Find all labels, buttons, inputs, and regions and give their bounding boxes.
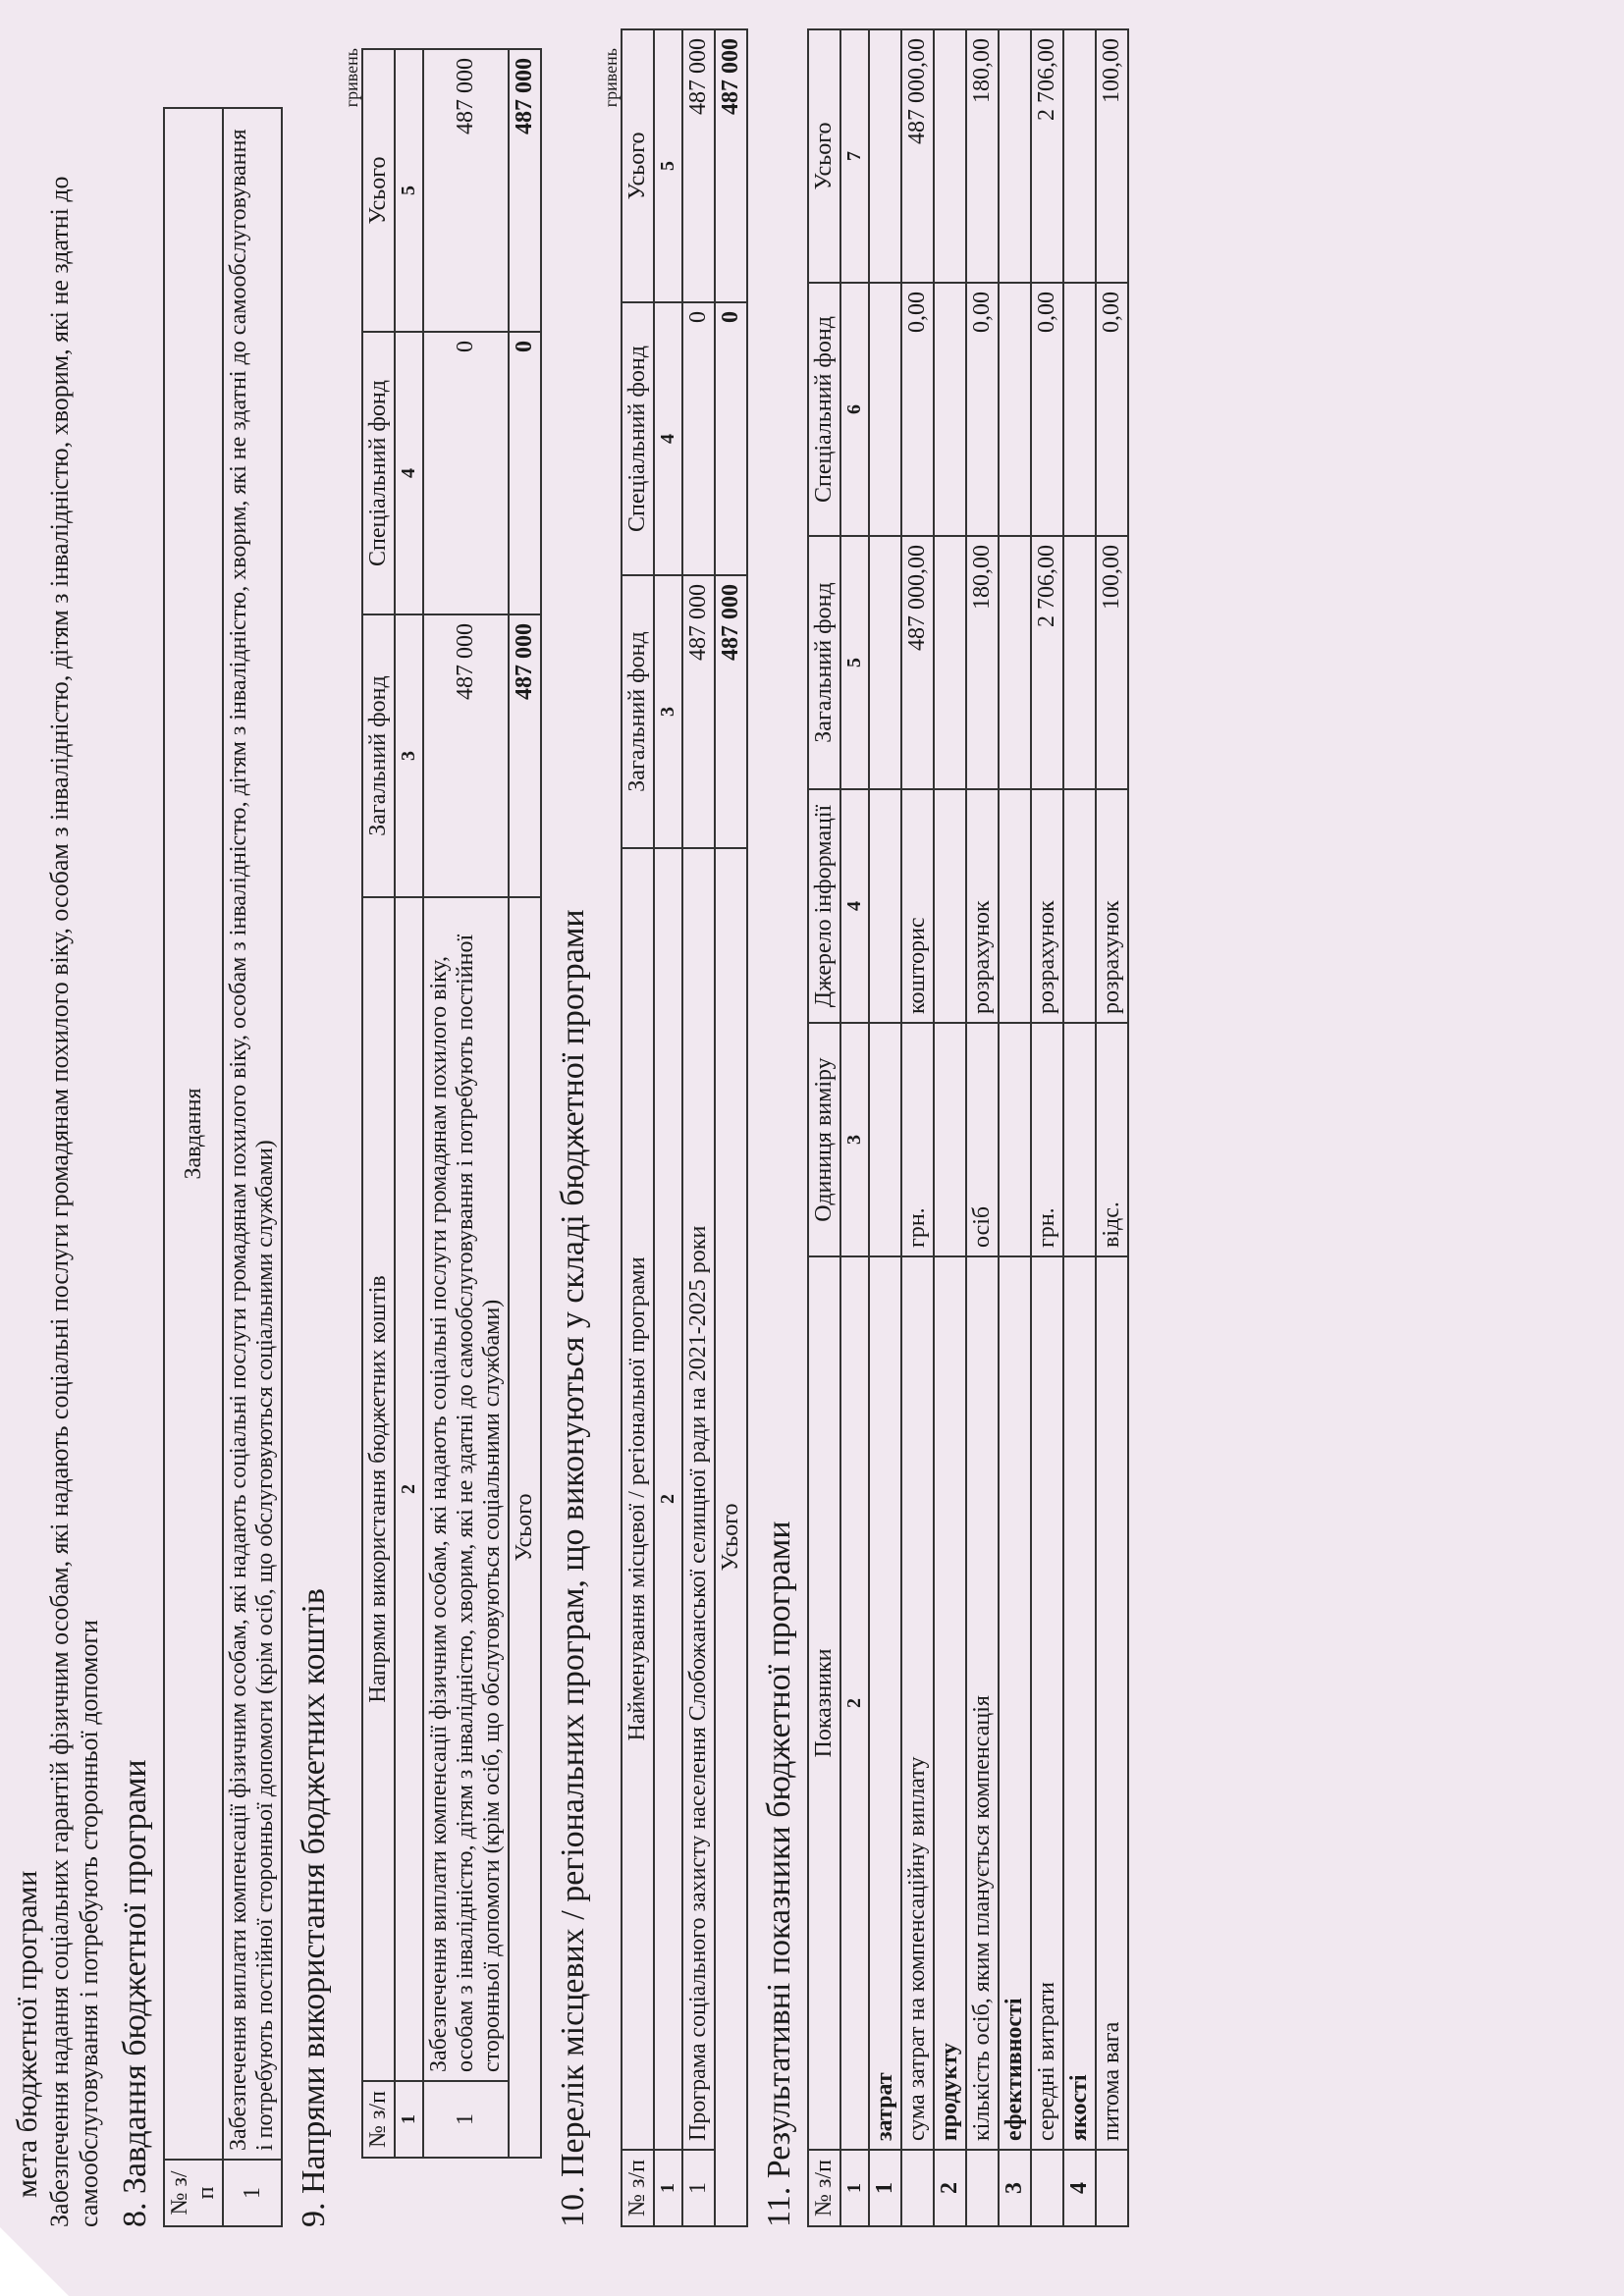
col-header: Усього bbox=[622, 29, 654, 302]
index-cell: 1 bbox=[395, 2081, 423, 2158]
col-header: Загальний фонд bbox=[622, 575, 654, 848]
cell-no bbox=[901, 2150, 934, 2226]
cell-name: продукту bbox=[934, 1256, 966, 2150]
col-header: Загальний фонд bbox=[808, 536, 840, 789]
total-label: Усього bbox=[509, 897, 541, 2158]
total-total: 487 000 bbox=[715, 29, 747, 302]
index-cell: 3 bbox=[654, 575, 682, 848]
index-cell: 2 bbox=[395, 897, 423, 2081]
cell-total: 487 000,00 bbox=[901, 29, 934, 283]
cell-unit: осіб bbox=[966, 1023, 999, 1256]
cell-no bbox=[1031, 2150, 1063, 2226]
cell-source: кошторис bbox=[901, 789, 934, 1023]
cell-general: 100,00 bbox=[1096, 536, 1128, 789]
cell-no: 1 bbox=[682, 2150, 715, 2226]
cell-name: ефективності bbox=[999, 1256, 1031, 2150]
section9-unit: гривень bbox=[342, 48, 361, 108]
group-row bbox=[934, 29, 966, 2226]
section8-title: 8. Завдання бюджетної програми bbox=[117, 1759, 153, 2227]
index-row bbox=[395, 49, 423, 2158]
total-row bbox=[509, 49, 541, 2158]
cell-unit: відс. bbox=[1096, 1023, 1128, 1256]
section10-table bbox=[621, 28, 748, 2227]
col-header: Показники bbox=[808, 1256, 840, 2150]
cell-no: 1 bbox=[223, 2160, 282, 2226]
index-cell: 7 bbox=[840, 29, 869, 283]
cell-no bbox=[1096, 2150, 1128, 2226]
col-header: Загальний фонд bbox=[362, 614, 395, 897]
index-cell: 1 bbox=[840, 2150, 869, 2226]
goal-text: Забезпечення надання соціальних гарантій фізичним особам, які надають соціальні послуги громадянам похилого віку, особам з інвалідністю, дітям з інвалідністю, хворим, які не здатні до самообслуговування і потребують сторонньої допомоги bbox=[45, 176, 103, 2227]
cell-no bbox=[966, 2150, 999, 2226]
col-header: Спеціальний фонд bbox=[622, 302, 654, 575]
cell-total: 180,00 bbox=[966, 29, 999, 283]
index-cell: 6 bbox=[840, 283, 869, 536]
index-cell: 4 bbox=[654, 302, 682, 575]
section10-title: 10. Перелік місцевих / регіональних програм, що виконуються у складі бюджетної програми bbox=[555, 909, 591, 2227]
cell-no: 3 bbox=[999, 2150, 1031, 2226]
cell-name: Програма соціального захисту населення Слобожанської селищної ради на 2021-2025 роки bbox=[682, 848, 715, 2150]
col-header: № з/п bbox=[808, 2150, 840, 2226]
index-cell: 5 bbox=[654, 29, 682, 302]
table-row bbox=[682, 29, 715, 2226]
cell-source: розрахунок bbox=[966, 789, 999, 1023]
table-header-row bbox=[808, 29, 840, 2226]
col-header: Усього bbox=[808, 29, 840, 283]
cell-name: кількість осіб, яким планується компенсація bbox=[966, 1256, 999, 2150]
cell-general: 487 000 bbox=[682, 575, 715, 848]
index-row bbox=[654, 29, 682, 2226]
cell-unit: грн. bbox=[901, 1023, 934, 1256]
cell-name: сума затрат на компенсаційну виплату bbox=[901, 1256, 934, 2150]
folded-corner bbox=[0, 2227, 69, 2296]
cell-no: 4 bbox=[1063, 2150, 1096, 2226]
cell-no: 1 bbox=[423, 2081, 509, 2158]
document-content bbox=[10, 38, 1129, 2227]
total-total: 487 000 bbox=[509, 49, 541, 332]
table-row bbox=[1096, 29, 1128, 2226]
cell-task: Забезпечення виплати компенсації фізичним особам, які надають соціальні послуги громадянам похилого віку, особам з інвалідністю, дітям з інвалідністю, хворим, які не здатні до самообслуговування і потребують постійної сторонньої допомоги (крім осіб, що обслуговуються соціальними службами) bbox=[223, 108, 282, 2160]
section11-title: 11. Результативні показники бюджетної програми bbox=[761, 1521, 797, 2227]
col-header: № з/п bbox=[362, 2081, 395, 2158]
col-task-header: Завдання bbox=[164, 108, 223, 2160]
col-no-header: № з/п bbox=[164, 2160, 223, 2226]
index-cell: 4 bbox=[395, 332, 423, 614]
col-header: Одиниця виміру bbox=[808, 1023, 840, 1256]
cell-special: 0,00 bbox=[1096, 283, 1128, 536]
col-header: № з/п bbox=[622, 2150, 654, 2226]
cell-special: 0 bbox=[423, 332, 509, 614]
table-row bbox=[901, 29, 934, 2226]
section10-unit: гривень bbox=[601, 48, 621, 108]
cell-special: 0,00 bbox=[966, 283, 999, 536]
total-special: 0 bbox=[509, 332, 541, 614]
col-header: Спеціальний фонд bbox=[362, 332, 395, 614]
total-general: 487 000 bbox=[509, 614, 541, 897]
index-cell: 2 bbox=[840, 1256, 869, 2150]
cell-unit: грн. bbox=[1031, 1023, 1063, 1256]
total-special: 0 bbox=[715, 302, 747, 575]
index-cell: 1 bbox=[654, 2150, 682, 2226]
cell-special: 0,00 bbox=[1031, 283, 1063, 536]
cell-general: 487 000,00 bbox=[901, 536, 934, 789]
cell-special: 0 bbox=[682, 302, 715, 575]
table-header-row bbox=[622, 29, 654, 2226]
index-cell: 5 bbox=[395, 49, 423, 332]
index-cell: 5 bbox=[840, 536, 869, 789]
cell-name: якості bbox=[1063, 1256, 1096, 2150]
section9-title: 9. Напрями використання бюджетних коштів bbox=[296, 1588, 332, 2227]
index-cell: 3 bbox=[840, 1023, 869, 1256]
index-cell: 2 bbox=[654, 848, 682, 2150]
section9-table bbox=[361, 48, 542, 2159]
table-row bbox=[423, 49, 509, 2158]
col-header: Джерело інформації bbox=[808, 789, 840, 1023]
cell-total: 100,00 bbox=[1096, 29, 1128, 283]
total-general: 487 000 bbox=[715, 575, 747, 848]
goal-title-fragment: мета бюджетної програми bbox=[11, 1870, 43, 2198]
cell-no: 1 bbox=[869, 2150, 901, 2226]
cell-total: 487 000 bbox=[682, 29, 715, 302]
group-row bbox=[999, 29, 1031, 2226]
cell-general: 487 000 bbox=[423, 614, 509, 897]
col-header: Найменування місцевої / регіональної програми bbox=[622, 848, 654, 2150]
col-header: Усього bbox=[362, 49, 395, 332]
group-row bbox=[869, 29, 901, 2226]
cell-name: Забезпечення виплати компенсації фізичним особам, які надають соціальні послуги громадянам похилого віку, особам з інвалідністю, дітям з інвалідністю, хворим, які не здатні до самообслуговування і потребують постійної сторонньої допомоги (крім осіб, що обслуговуються соціальними службами) bbox=[423, 897, 509, 2081]
section8-table bbox=[163, 107, 283, 2227]
table-header-row bbox=[362, 49, 395, 2158]
total-row bbox=[715, 29, 747, 2226]
index-row bbox=[840, 29, 869, 2226]
cell-source: розрахунок bbox=[1031, 789, 1063, 1023]
col-header: Спеціальний фонд bbox=[808, 283, 840, 536]
group-row bbox=[1063, 29, 1096, 2226]
cell-no: 2 bbox=[934, 2150, 966, 2226]
cell-total: 487 000 bbox=[423, 49, 509, 332]
cell-general: 180,00 bbox=[966, 536, 999, 789]
index-cell: 3 bbox=[395, 614, 423, 897]
cell-name: середні витрати bbox=[1031, 1256, 1063, 2150]
cell-name: питома вага bbox=[1096, 1256, 1128, 2150]
table-row bbox=[966, 29, 999, 2226]
cell-general: 2 706,00 bbox=[1031, 536, 1063, 789]
cell-name: затрат bbox=[869, 1256, 901, 2150]
table-row bbox=[1031, 29, 1063, 2226]
total-label: Усього bbox=[715, 848, 747, 2226]
section11-table bbox=[807, 28, 1129, 2227]
cell-special: 0,00 bbox=[901, 283, 934, 536]
index-cell: 4 bbox=[840, 789, 869, 1023]
table-header-row bbox=[164, 108, 223, 2226]
cell-total: 2 706,00 bbox=[1031, 29, 1063, 283]
cell-source: розрахунок bbox=[1096, 789, 1128, 1023]
table-row bbox=[223, 108, 282, 2226]
col-header: Напрями використання бюджетних коштів bbox=[362, 897, 395, 2081]
